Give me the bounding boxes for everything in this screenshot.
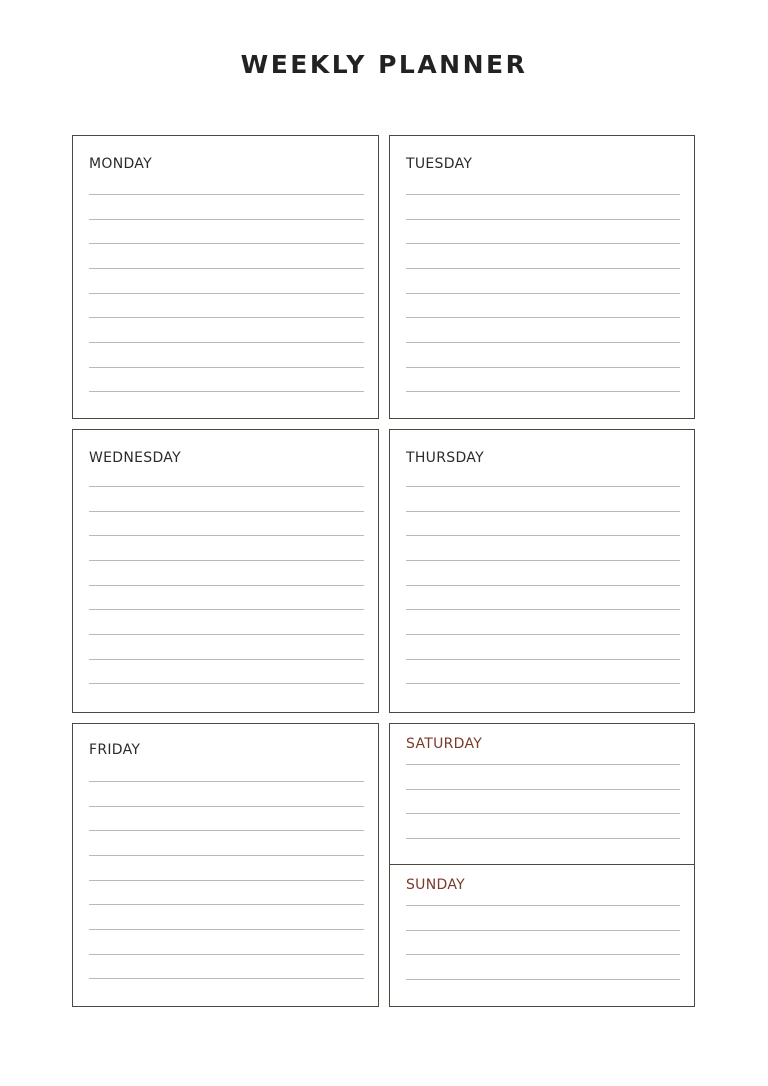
sunday-label: SUNDAY — [406, 877, 465, 893]
writing-line[interactable] — [89, 560, 364, 561]
writing-line[interactable] — [406, 317, 680, 318]
writing-line[interactable] — [89, 194, 364, 195]
writing-line[interactable] — [406, 367, 680, 368]
writing-line[interactable] — [406, 954, 680, 955]
writing-line[interactable] — [89, 806, 364, 807]
writing-line[interactable] — [406, 930, 680, 931]
writing-line[interactable] — [89, 609, 364, 610]
writing-line[interactable] — [89, 659, 364, 660]
writing-line[interactable] — [406, 342, 680, 343]
writing-line[interactable] — [89, 243, 364, 244]
friday-box — [72, 723, 379, 1007]
writing-line[interactable] — [89, 855, 364, 856]
writing-line[interactable] — [406, 634, 680, 635]
writing-line[interactable] — [89, 830, 364, 831]
writing-line[interactable] — [406, 789, 680, 790]
writing-line[interactable] — [406, 268, 680, 269]
wednesday-box — [72, 429, 379, 713]
writing-line[interactable] — [89, 904, 364, 905]
writing-line[interactable] — [406, 585, 680, 586]
thursday-label: THURSDAY — [406, 450, 484, 466]
writing-line[interactable] — [406, 391, 680, 392]
writing-line[interactable] — [89, 317, 364, 318]
writing-line[interactable] — [89, 219, 364, 220]
writing-line[interactable] — [89, 634, 364, 635]
writing-line[interactable] — [89, 954, 364, 955]
writing-line[interactable] — [89, 367, 364, 368]
friday-label: FRIDAY — [89, 742, 141, 758]
writing-line[interactable] — [406, 659, 680, 660]
writing-line[interactable] — [89, 511, 364, 512]
writing-line[interactable] — [406, 838, 680, 839]
writing-line[interactable] — [89, 978, 364, 979]
writing-line[interactable] — [89, 535, 364, 536]
writing-line[interactable] — [89, 486, 364, 487]
writing-line[interactable] — [406, 560, 680, 561]
writing-line[interactable] — [406, 683, 680, 684]
writing-line[interactable] — [89, 268, 364, 269]
weekend-box — [389, 723, 695, 1007]
wednesday-label: WEDNESDAY — [89, 450, 181, 466]
tuesday-label: TUESDAY — [406, 156, 473, 172]
weekend-divider — [390, 864, 694, 865]
writing-line[interactable] — [406, 511, 680, 512]
thursday-box — [389, 429, 695, 713]
writing-line[interactable] — [406, 609, 680, 610]
writing-line[interactable] — [89, 585, 364, 586]
writing-line[interactable] — [89, 781, 364, 782]
writing-line[interactable] — [406, 194, 680, 195]
writing-line[interactable] — [89, 929, 364, 930]
writing-line[interactable] — [406, 219, 680, 220]
writing-line[interactable] — [89, 391, 364, 392]
writing-line[interactable] — [89, 342, 364, 343]
writing-line[interactable] — [89, 683, 364, 684]
writing-line[interactable] — [406, 979, 680, 980]
writing-line[interactable] — [406, 486, 680, 487]
page-title: WEEKLY PLANNER — [240, 50, 528, 79]
tuesday-box — [389, 135, 695, 419]
saturday-label: SATURDAY — [406, 736, 483, 752]
writing-line[interactable] — [406, 293, 680, 294]
writing-line[interactable] — [406, 535, 680, 536]
writing-line[interactable] — [406, 813, 680, 814]
monday-box — [72, 135, 379, 419]
writing-line[interactable] — [89, 293, 364, 294]
writing-line[interactable] — [406, 905, 680, 906]
monday-label: MONDAY — [89, 156, 152, 172]
writing-line[interactable] — [406, 764, 680, 765]
writing-line[interactable] — [406, 243, 680, 244]
writing-line[interactable] — [89, 880, 364, 881]
